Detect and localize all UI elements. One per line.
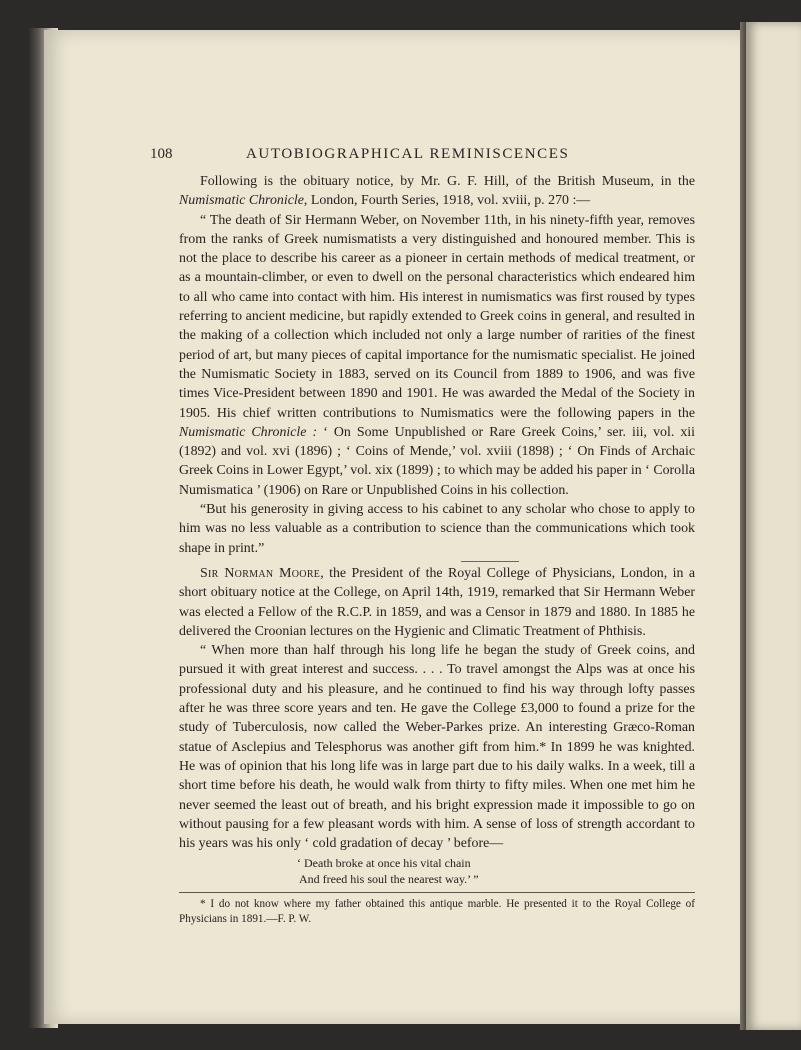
verse-line: And freed his soul the nearest way.’ ” (299, 872, 479, 887)
footnote-rule (179, 892, 695, 893)
section-divider (461, 561, 519, 562)
footnote: * I do not know where my father obtained this antique marble. He presented it to the Royal College of Physicians in 1891.—F. P. W. (179, 898, 695, 926)
page-body (179, 172, 695, 927)
page-number: 108 (150, 146, 173, 162)
page-header (150, 146, 695, 166)
verse-line: ‘ Death broke at once his vital chain (297, 856, 471, 871)
paragraph-quote: “ When more than half through his long life he began the study of Greek coins, and pursued it with great interest and success. . . . To travel amongst the Alps was at once his professional duty and his pleasure, and he continued to find his way through lofty passes after he was three score years and ten. He gave the College £3,000 to found a prize for the study of Tuberculosis, now called the Weber-Parkes prize. An interesting Græco-Roman statue of Asclepius and Telesphorus was another gift from him.* In 1899 he was knighted. He was of opinion that his long life was in large part due to his daily walks. In a week, till a short time before his death, he would walk from thirty to fifty miles. When one met him he never seemed the least out of breath, and his bright expression made it impossible to go on without pausing for a few pleasant words with him. A sense of loss of strength accordant to his years was his only ‘ cold gradation of decay ’ before— (179, 643, 695, 852)
person-name: Sir Norman Moore (200, 565, 321, 581)
paragraph-generosity: “But his generosity in giving access to his cabinet to any scholar who chose to apply to him was no less valuable as a contribution to science than the communications which took shape in print.” (179, 502, 695, 556)
running-head: AUTOBIOGRAPHICAL REMINISCENCES (246, 146, 570, 162)
journal-title: Numismatic Chronicle : (179, 424, 318, 440)
paragraph-intro: Following is the obituary notice, by Mr. G. F. Hill, of the British Museum, in the Numismatic Chronicle, London, Fourth Series, 1918, vol. xviii, p. 270 :— (179, 174, 695, 209)
facing-page-edge (746, 22, 801, 1030)
paragraph-obituary: “ The death of Sir Hermann Weber, on November 11th, in his ninety-fifth year, removes from the ranks of Greek numismatists a very distinguished and honoured member. This is not the place to describe his career as a pioneer in certain methods of medical treatment, or as a mountain-climber, or even to dwell on the personal characteristics which endeared him to all who came into contact with him. His interest in numismatics was first roused by types referring to ancient medicine, but rapidly extended to Greek coins in general, and resulted in the making of a collection which included not only a large number of rarities of the finest period of art, but many pieces of capital importance for the numismatic specialist. He joined the Numismatic Society in 1883, served on its Council from 1889 to 1906, and was five times Vice-President between 1890 and 1901. He was awarded the Medal of the Society in 1905. His chief written contributions to Numismatics were the following papers in the Numismatic Chronicle : ‘ On Some Unpublished or Rare Greek Coins,’ ser. iii, vol. xii (1892) and vol. xvi (1896) ; ‘ Coins of Mende,’ vol. xviii (1898) ; ‘ On Finds of Archaic Greek Coins in Lower Egypt,’ vol. xix (1899) ; to which may be added his paper in ‘ Corolla Numismatica ’ (1906) on Rare or Unpublished Coins in his collection. (179, 212, 695, 498)
paragraph-moore: Sir Norman Moore, the President of the Royal College of Physicians, London, in a short obituary notice at the College, on April 14th, 1919, remarked that Sir Hermann Weber was elected a Fellow of the R.C.P. in 1859, and was a Censor in 1879 and 1880. In 1885 he delivered the Croonian lectures on the Hygienic and Climatic Treatment of Phthisis. (179, 565, 695, 639)
journal-title: Numismatic Chronicle (179, 193, 304, 209)
verse-quote (297, 855, 695, 887)
